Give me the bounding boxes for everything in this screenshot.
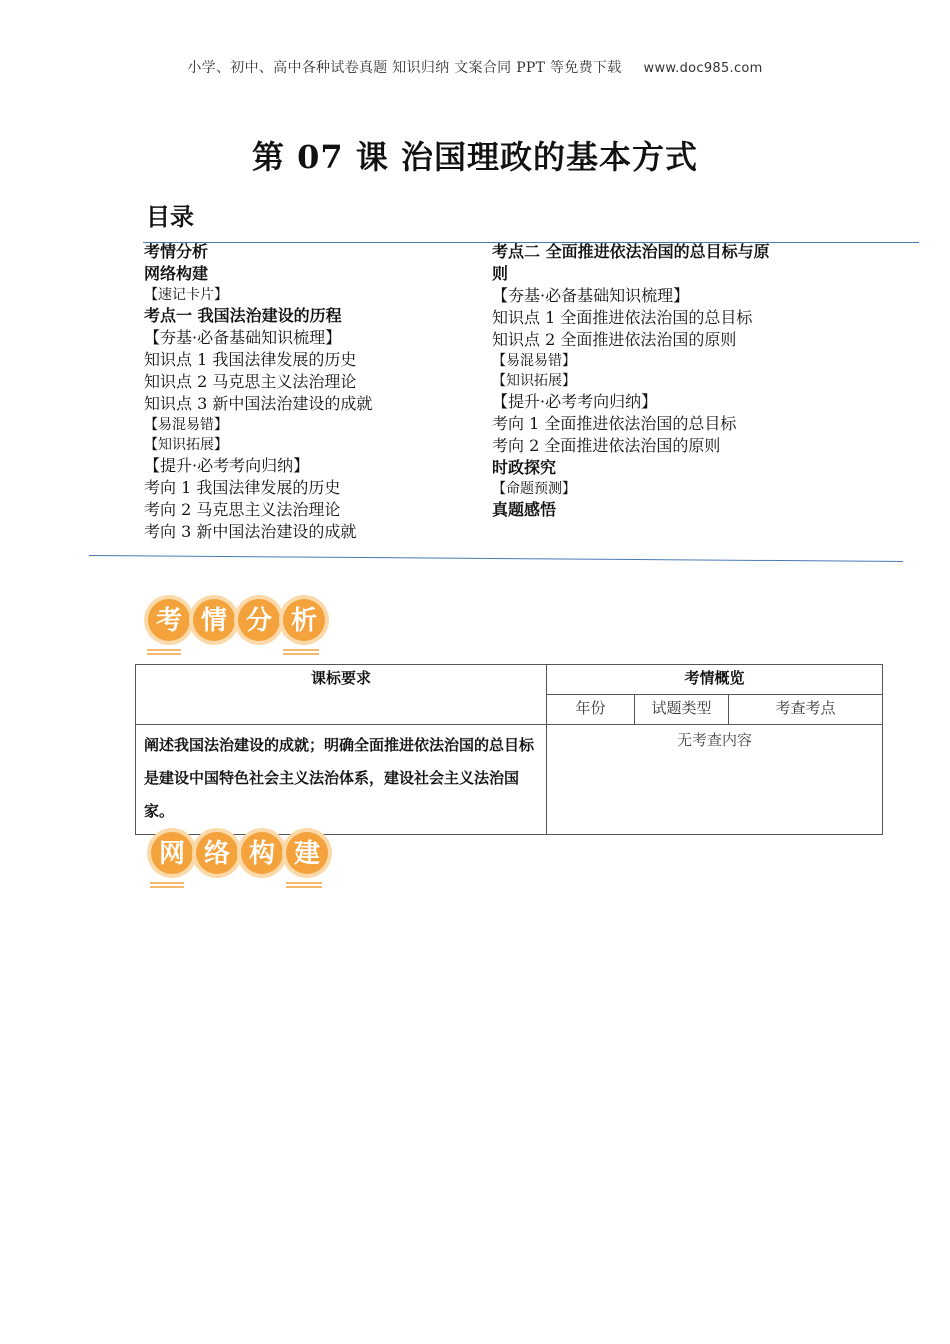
toc-item-right-1[interactable]: 则 [492, 264, 509, 283]
toc-right-column [492, 241, 770, 521]
analysis-banner-char-0: 考 [155, 606, 183, 636]
network-banner-char-2: 构 [248, 839, 276, 869]
sub-header-point: 考查考点 [729, 695, 883, 725]
toc-item-left-11[interactable]: 考向 1 我国法律发展的历史 [144, 478, 341, 497]
requirements-table [135, 664, 883, 835]
col-header-overview: 考情概览 [547, 665, 883, 695]
toc-item-right-7[interactable]: 【提升·必考考向归纳】 [492, 392, 658, 411]
page-header [0, 57, 950, 77]
analysis-banner [143, 592, 353, 662]
toc-item-right-8[interactable]: 考向 1 全面推进依法治国的总目标 [492, 414, 737, 433]
page-title: 第 07 课 治国理政的基本方式 [252, 138, 698, 176]
toc-item-right-11[interactable]: 【命题预测】 [492, 481, 576, 497]
toc-item-right-0[interactable]: 考点二 全面推进依法治国的总目标与原 [492, 242, 770, 261]
network-banner-char-1: 络 [203, 839, 231, 869]
toc-item-right-6[interactable]: 【知识拓展】 [492, 373, 576, 389]
toc-item-right-2[interactable]: 【夯基·必备基础知识梳理】 [492, 286, 690, 305]
header-site[interactable]: www.doc985.com [643, 61, 763, 76]
toc-item-left-12[interactable]: 考向 2 马克思主义法治理论 [144, 500, 341, 519]
toc-item-left-5[interactable]: 知识点 1 我国法律发展的历史 [144, 350, 357, 369]
toc-item-left-8[interactable]: 【易混易错】 [144, 417, 228, 433]
toc-item-left-9[interactable]: 【知识拓展】 [144, 437, 228, 453]
toc-item-left-13[interactable]: 考向 3 新中国法治建设的成就 [144, 522, 357, 541]
toc-item-right-9[interactable]: 考向 2 全面推进依法治国的原则 [492, 436, 721, 455]
analysis-banner-char-1: 情 [200, 606, 228, 636]
toc-item-left-4[interactable]: 【夯基·必备基础知识梳理】 [144, 328, 342, 347]
toc-item-right-12[interactable]: 真题感悟 [492, 500, 557, 519]
toc-item-left-1[interactable]: 网络构建 [144, 264, 209, 283]
toc-item-left-10[interactable]: 【提升·必考考向归纳】 [144, 456, 310, 475]
sub-header-year: 年份 [547, 695, 635, 725]
toc-item-left-3[interactable]: 考点一 我国法治建设的历程 [144, 306, 342, 325]
col-header-requirements: 课标要求 [136, 665, 547, 725]
toc-item-left-2[interactable]: 【速记卡片】 [144, 287, 228, 303]
network-banner [146, 825, 356, 895]
analysis-banner-char-3: 析 [290, 606, 318, 636]
toc-left-column [144, 241, 372, 543]
requirement-text: 阐述我国法治建设的成就；明确全面推进依法治国的总目标是建设中国特色社会主义法治体系，建设社会主义法治国家。 [136, 725, 547, 835]
sub-header-type: 试题类型 [635, 695, 729, 725]
toc-item-right-4[interactable]: 知识点 2 全面推进依法治国的原则 [492, 330, 737, 349]
network-banner-char-3: 建 [293, 839, 321, 869]
overview-content: 无考查内容 [547, 725, 883, 835]
toc-heading: 目录 [146, 203, 194, 231]
toc-item-left-6[interactable]: 知识点 2 马克思主义法治理论 [144, 372, 357, 391]
toc-item-right-5[interactable]: 【易混易错】 [492, 353, 576, 369]
analysis-banner-char-2: 分 [245, 606, 273, 636]
network-banner-char-0: 网 [158, 839, 186, 869]
toc-item-right-10[interactable]: 时政探究 [492, 458, 557, 477]
toc-item-right-3[interactable]: 知识点 1 全面推进依法治国的总目标 [492, 308, 753, 327]
toc-item-left-7[interactable]: 知识点 3 新中国法治建设的成就 [144, 394, 373, 413]
toc-item-left-0[interactable]: 考情分析 [144, 242, 209, 261]
header-text: 小学、初中、高中各种试卷真题 知识归纳 文案合同 PPT 等免费下载 [187, 60, 622, 76]
toc-bottom-rule [89, 555, 903, 562]
